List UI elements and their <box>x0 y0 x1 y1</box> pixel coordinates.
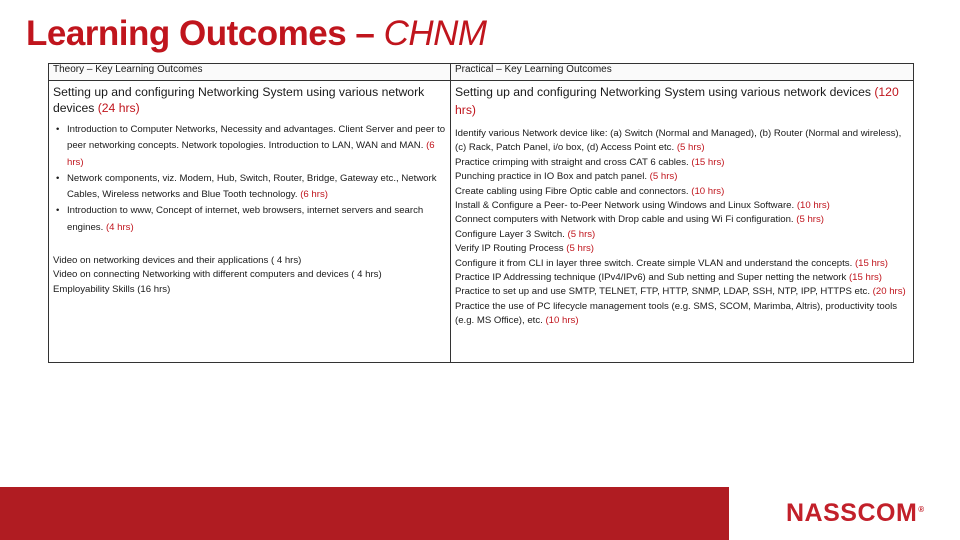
practical-item <box>455 185 909 199</box>
theory-bullet-text: Network components, viz. Modem, Hub, Switch, Router, Bridge, Gateway etc., Network Cables, Wireless networks and Blue Tooth technology. <box>67 172 437 201</box>
practical-item-hours: (15 hrs) <box>854 257 888 269</box>
practical-item-text: Connect computers with Network with Drop cable and using Wi Fi configuration. <box>455 214 797 226</box>
practical-topic-hours: (120 hrs) <box>455 85 899 117</box>
practical-item <box>455 127 909 156</box>
practical-item-hours: (20 hrs) <box>872 286 906 298</box>
theory-bullet <box>67 203 446 236</box>
practical-item-text: Practice the use of PC lifecycle management tools (e.g. SMS, SCOM, Marimba, Altris), productivity tools (e.g. MS Office), etc. <box>455 300 898 327</box>
practical-item-text: Configure it from CLI in layer three switch. Create simple VLAN and understand the concepts. <box>455 257 855 269</box>
practical-item-hours: (10 hrs) <box>691 185 725 197</box>
theory-bullet-text: Introduction to www, Concept of internet, web browsers, internet servers and search engines. <box>67 205 424 233</box>
theory-bullet <box>67 171 446 204</box>
theory-topic-hours: (24 hrs) <box>97 101 140 115</box>
practical-item <box>455 271 909 285</box>
practical-cell <box>451 81 914 363</box>
practical-item <box>455 285 909 299</box>
theory-bullet-list <box>53 122 446 236</box>
logo-text: NASSCOM <box>786 499 918 527</box>
practical-item-hours: (15 hrs) <box>691 156 725 168</box>
employability-item: Employability Skills (16 hrs) <box>53 283 171 295</box>
practical-item <box>455 257 909 271</box>
theory-bullet-hours: (6 hrs) <box>67 140 435 168</box>
practical-item-hours: (10 hrs) <box>545 315 579 327</box>
practical-item <box>455 199 909 213</box>
practical-topic <box>455 83 909 119</box>
practical-item-text: Configure Layer 3 Switch. <box>455 228 568 240</box>
slide-title-main: Learning Outcomes – <box>26 14 384 53</box>
practical-header: Practical – Key Learning Outcomes <box>451 64 914 81</box>
theory-bullet <box>67 122 446 171</box>
theory-cell <box>49 81 451 363</box>
practical-item-text: Practice to set up and use SMTP, TELNET, FTP, HTTP, SNMP, LDAP, SSH, NTP, IPP, HTTPS etc. <box>455 286 873 298</box>
theory-bullet-hours: (6 hrs) <box>300 189 328 201</box>
practical-item-text: Practice IP Addressing technique (IPv4/IPv6) and Sub netting and Super netting the network <box>455 272 849 284</box>
table-header-row <box>49 64 914 81</box>
slide-title <box>26 14 487 54</box>
practical-item <box>455 213 909 227</box>
practical-item-text: Install & Configure a Peer- to-Peer Network using Windows and Linux Software. <box>455 200 797 212</box>
practical-item-hours: (5 hrs) <box>567 228 596 240</box>
theory-bullet-hours: (4 hrs) <box>105 221 134 233</box>
theory-header: Theory – Key Learning Outcomes <box>49 64 451 81</box>
practical-item <box>455 242 909 256</box>
practical-item <box>455 156 909 170</box>
footer-bar <box>0 487 729 540</box>
practical-item <box>455 300 909 329</box>
practical-item-hours: (5 hrs) <box>566 243 594 255</box>
practical-item-hours: (10 hrs) <box>796 200 830 212</box>
theory-topic-text: Setting up and configuring Networking System using various network devices <box>53 85 425 115</box>
outcomes-table <box>48 63 914 363</box>
practical-item-hours: (5 hrs) <box>649 171 678 183</box>
practical-item <box>455 170 909 184</box>
practical-item-hours: (15 hrs) <box>848 272 883 284</box>
video-item: Video on networking devices and their applications ( 4 hrs) <box>53 255 302 267</box>
video-item: Video on connecting Networking with different computers and devices ( 4 hrs) <box>53 269 382 281</box>
nasscom-logo <box>786 499 925 528</box>
table-body-row <box>49 81 914 363</box>
practical-topic-text: Setting up and configuring Networking System using various network devices <box>455 85 871 99</box>
registered-mark: ® <box>918 505 925 514</box>
practical-item-hours: (5 hrs) <box>796 214 824 226</box>
practical-item-hours: (5 hrs) <box>676 142 705 154</box>
practical-item-text: Punching practice in IO Box and patch panel. <box>455 171 650 183</box>
practical-item-text: Identify various Network device like: (a) Switch (Normal and Managed), (b) Router (Normal and wireless), (c) Rack, Patch Panel, i/o box, (d) Access Point etc. <box>455 128 902 154</box>
practical-item-text: Create cabling using Fibre Optic cable and connectors. <box>455 185 692 197</box>
slide-title-course: CHNM <box>383 14 487 53</box>
practical-item-text: Practice crimping with straight and cross CAT 6 cables. <box>455 156 692 168</box>
practical-item <box>455 228 909 242</box>
practical-item-text: Verify IP Routing Process <box>455 243 567 255</box>
practical-list <box>455 127 909 329</box>
video-list <box>53 254 446 297</box>
theory-topic <box>53 84 446 116</box>
theory-bullet-text: Introduction to Computer Networks, Necessity and advantages. Client Server and peer to peer networking concepts. Network topologies. Introduction to LAN, WAN and MAN. <box>67 124 446 152</box>
